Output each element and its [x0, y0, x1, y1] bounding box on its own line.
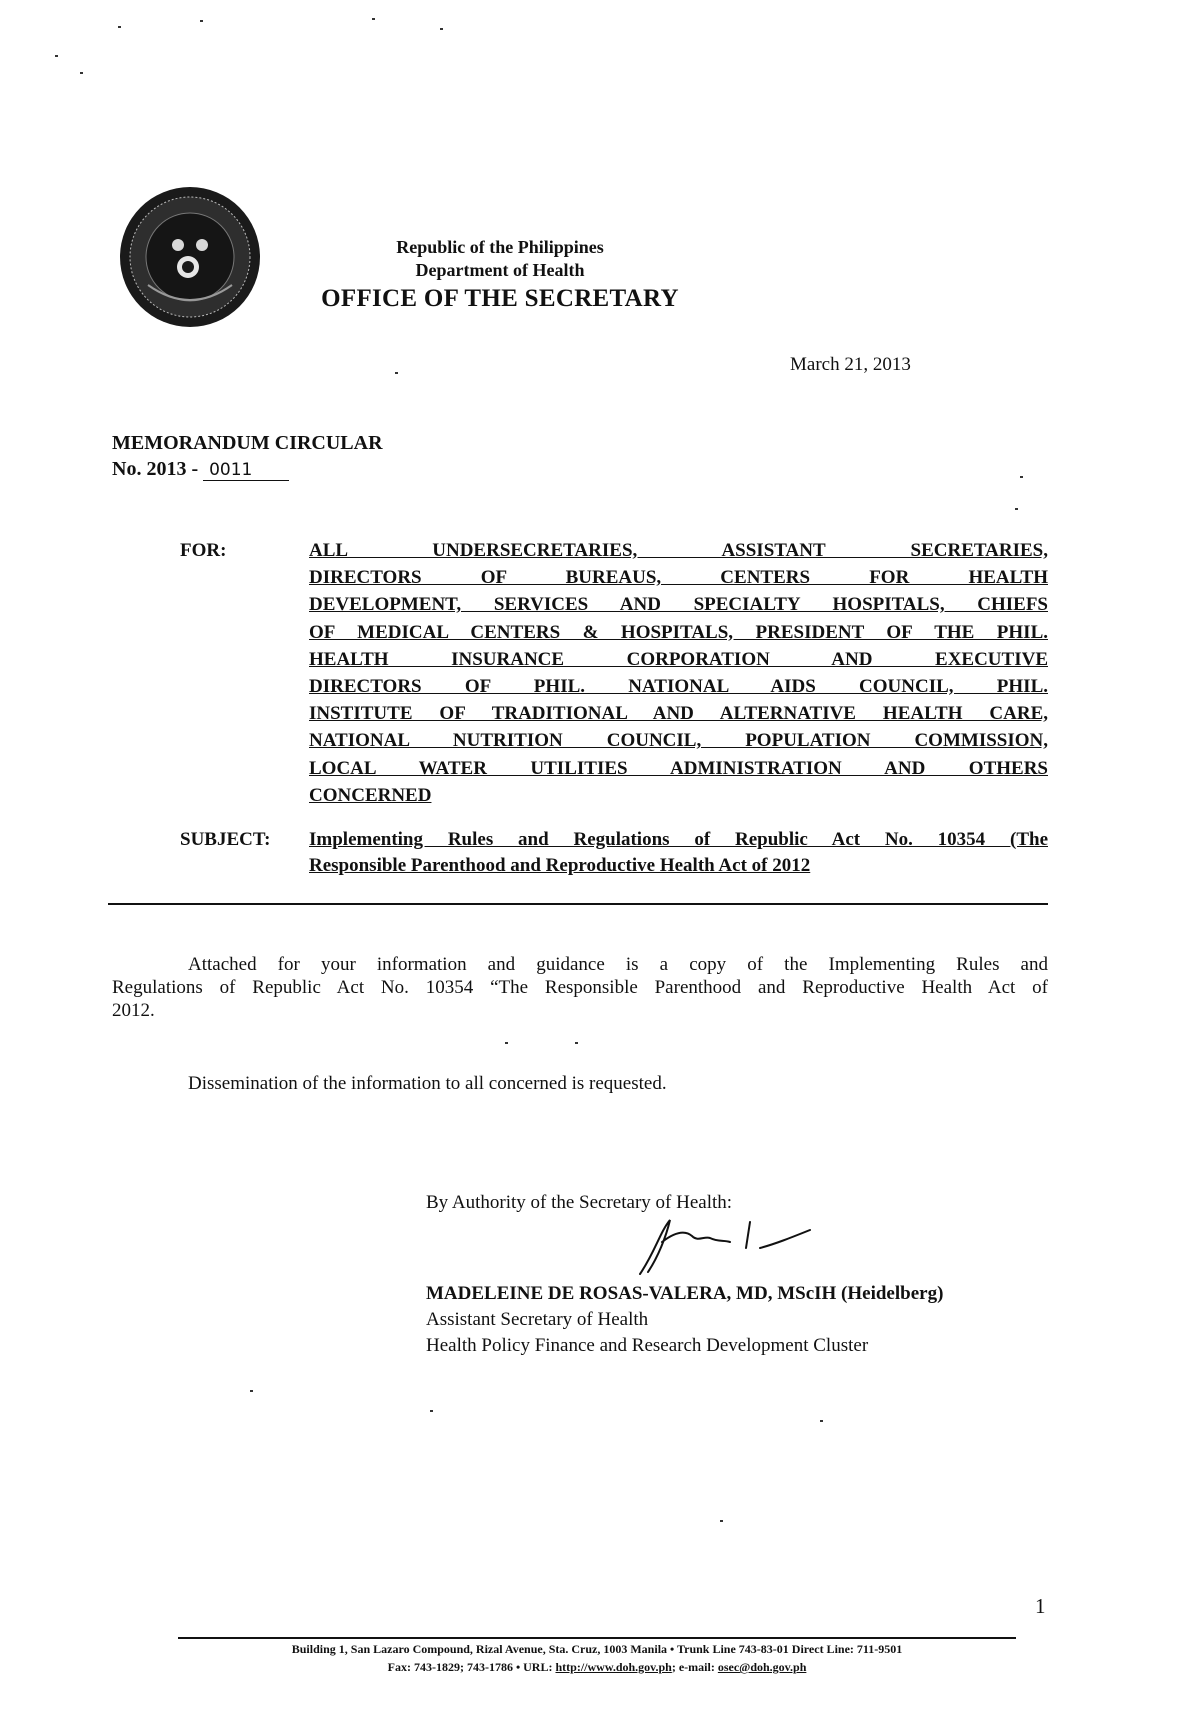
memo-number-prefix: No. 2013 - [112, 458, 199, 480]
divider-rule [108, 903, 1048, 905]
for-line: CONCERNED [309, 784, 432, 806]
for-line: DIRECTORS OF PHIL. NATIONAL AIDS COUNCIL, PHIL. [309, 675, 1048, 697]
body-paragraph-1 [112, 953, 1048, 1022]
memo-date: March 21, 2013 [790, 354, 911, 375]
footer-email-label: ; e-mail: [671, 1660, 718, 1674]
scan-speck [395, 372, 398, 374]
body-line: 2012. [112, 1000, 155, 1021]
for-line: LOCAL WATER UTILITIES ADMINISTRATION AND OTHERS [309, 757, 1048, 779]
footer-fax: Fax: 743-1829; 743-1786 • URL: [387, 1660, 556, 1674]
handwritten-signature [600, 1212, 820, 1282]
for-line: ALL UNDERSECRETARIES, ASSISTANT SECRETARIES, [309, 540, 1048, 561]
scan-speck [250, 1390, 253, 1392]
memo-number-handwritten: 0011 [203, 460, 289, 481]
footer-rule [178, 1637, 1016, 1639]
for-line: NATIONAL NUTRITION COUNCIL, POPULATION COMMISSION, [309, 730, 1048, 752]
header-department: Department of Health [415, 260, 585, 280]
for-line: HEALTH INSURANCE CORPORATION AND EXECUTIVE [309, 648, 1048, 670]
header-office: OFFICE OF THE SECRETARY [321, 285, 679, 312]
for-line: DIRECTORS OF BUREAUS, CENTERS FOR HEALTH [309, 567, 1048, 589]
scan-speck [505, 1042, 508, 1044]
memo-number [112, 458, 289, 481]
footer-email-link[interactable]: osec@doh.gov.ph [717, 1660, 807, 1674]
footer-url-link[interactable]: http://www.doh.gov.ph [555, 1660, 672, 1674]
scan-speck [820, 1420, 823, 1422]
authority-line: By Authority of the Secretary of Health: [426, 1192, 733, 1213]
for-line: OF MEDICAL CENTERS & HOSPITALS, PRESIDENT OF THE PHIL. [309, 621, 1048, 643]
scan-speck [1020, 476, 1023, 478]
subject-label: SUBJECT: [180, 829, 271, 850]
scan-speck [55, 55, 58, 57]
scan-speck [430, 1410, 433, 1412]
for-recipients [309, 538, 1048, 810]
scan-speck [200, 20, 203, 22]
scan-speck [440, 28, 443, 30]
subject-text [309, 827, 1048, 879]
page-number: 1 [1035, 1594, 1046, 1618]
subject-line: Responsible Parenthood and Reproductive Health Act of 2012 [309, 855, 811, 876]
subject-line: Implementing Rules and Regulations of Republic Act No. 10354 (The [309, 829, 1048, 850]
footer-address: Building 1, San Lazaro Compound, Rizal Avenue, Sta. Cruz, 1003 Manila • Trunk Line 743-83-01 Direct Line: 711-9501 [291, 1642, 903, 1656]
scan-speck [118, 26, 121, 28]
signatory-department: Health Policy Finance and Research Development Cluster [426, 1335, 869, 1356]
body-paragraph-2: Dissemination of the information to all concerned is requested. [188, 1073, 667, 1094]
scan-speck [575, 1042, 578, 1044]
for-label: FOR: [180, 540, 227, 561]
header-republic: Republic of the Philippines [396, 237, 604, 257]
signatory-position: Assistant Secretary of Health [426, 1309, 649, 1330]
footer-contact [178, 1660, 1016, 1675]
signatory-name: MADELEINE DE ROSAS-VALERA, MD, MScIH (Heidelberg) [426, 1283, 944, 1304]
body-line: Attached for your information and guidance is a copy of the Implementing Rules and [188, 954, 1048, 975]
for-line: DEVELOPMENT, SERVICES AND SPECIALTY HOSPITALS, CHIEFS [309, 594, 1048, 616]
memo-title: MEMORANDUM CIRCULAR [112, 432, 383, 454]
for-line: INSTITUTE OF TRADITIONAL AND ALTERNATIVE HEALTH CARE, [309, 703, 1048, 725]
scan-speck [1015, 508, 1018, 510]
body-line: Regulations of Republic Act No. 10354 “The Responsible Parenthood and Reproductive Health Act of [112, 977, 1048, 998]
scan-speck [372, 18, 375, 20]
scan-speck [720, 1520, 723, 1522]
scan-speck [80, 72, 83, 74]
